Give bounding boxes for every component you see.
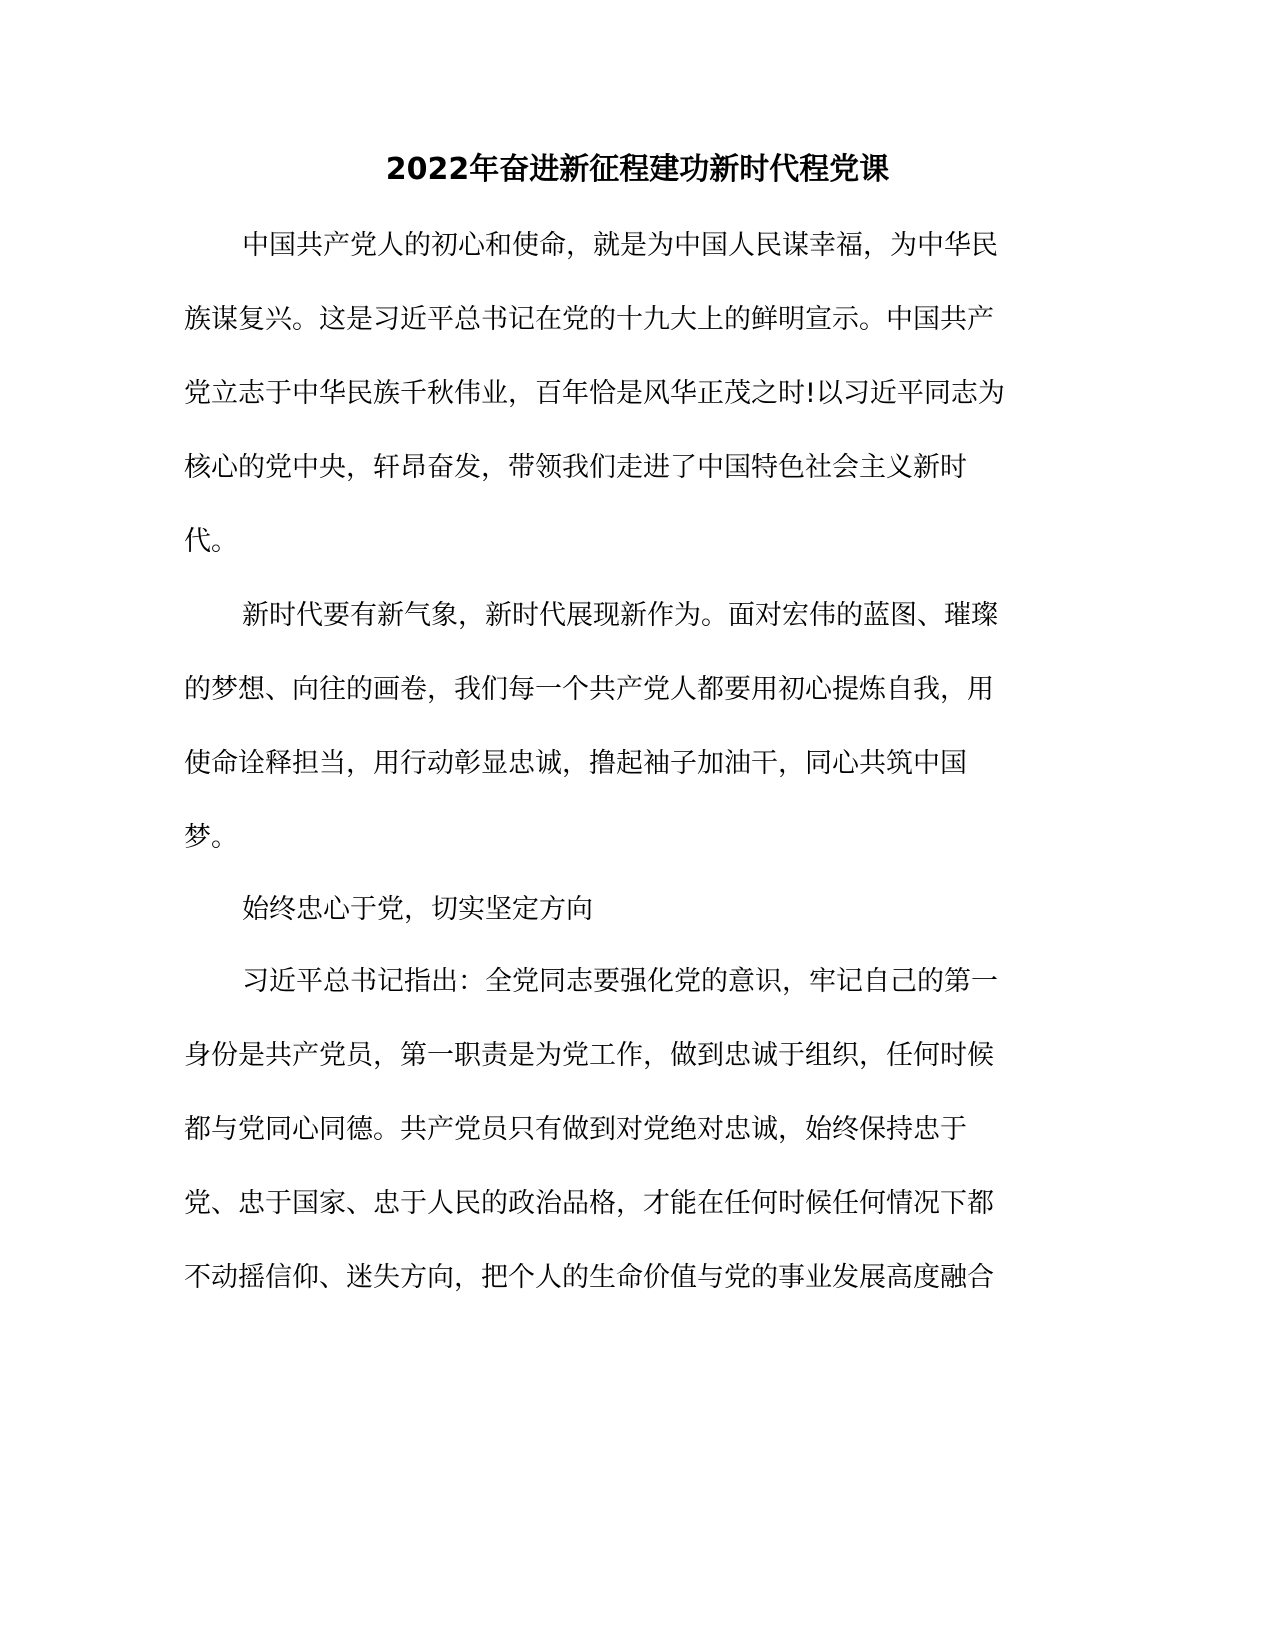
paragraph-3-line-3: 都与党同心同德。共产党员只有做到对党绝对忠诚，始终保持忠于	[184, 1114, 967, 1145]
paragraph-3-line-1: 习近平总书记指出：全党同志要强化党的意识，牢记自己的第一	[242, 966, 998, 997]
paragraph-2-line-4: 梦。	[184, 822, 238, 853]
paragraph-2-line-2: 的梦想、向往的画卷，我们每一个共产党人都要用初心提炼自我，用	[184, 674, 994, 705]
paragraph-1-line-4: 核心的党中央，轩昂奋发，带领我们走进了中国特色社会主义新时	[184, 452, 967, 483]
paragraph-1-line-2: 族谋复兴。这是习近平总书记在党的十九大上的鲜明宣示。中国共产	[184, 304, 994, 335]
document-title: 2022年奋进新征程建功新时代程党课	[385, 152, 890, 187]
section-heading: 始终忠心于党，切实坚定方向	[242, 894, 593, 925]
paragraph-2-line-1: 新时代要有新气象，新时代展现新作为。面对宏伟的蓝图、璀璨	[242, 600, 998, 631]
paragraph-3-line-5: 不动摇信仰、迷失方向，把个人的生命价值与党的事业发展高度融合	[184, 1262, 994, 1293]
paragraph-3-line-2: 身份是共产党员，第一职责是为党工作，做到忠诚于组织，任何时候	[184, 1040, 994, 1071]
paragraph-3-line-4: 党、忠于国家、忠于人民的政治品格，才能在任何时候任何情况下都	[184, 1188, 994, 1219]
paragraph-1-line-3: 党立志于中华民族千秋伟业，百年恰是风华正茂之时!以习近平同志为	[184, 378, 1005, 409]
paragraph-2-line-3: 使命诠释担当，用行动彰显忠诚，撸起袖子加油干，同心共筑中国	[184, 748, 967, 779]
paragraph-1-line-1: 中国共产党人的初心和使命，就是为中国人民谋幸福，为中华民	[242, 230, 998, 261]
paragraph-1-line-5: 代。	[184, 526, 238, 557]
